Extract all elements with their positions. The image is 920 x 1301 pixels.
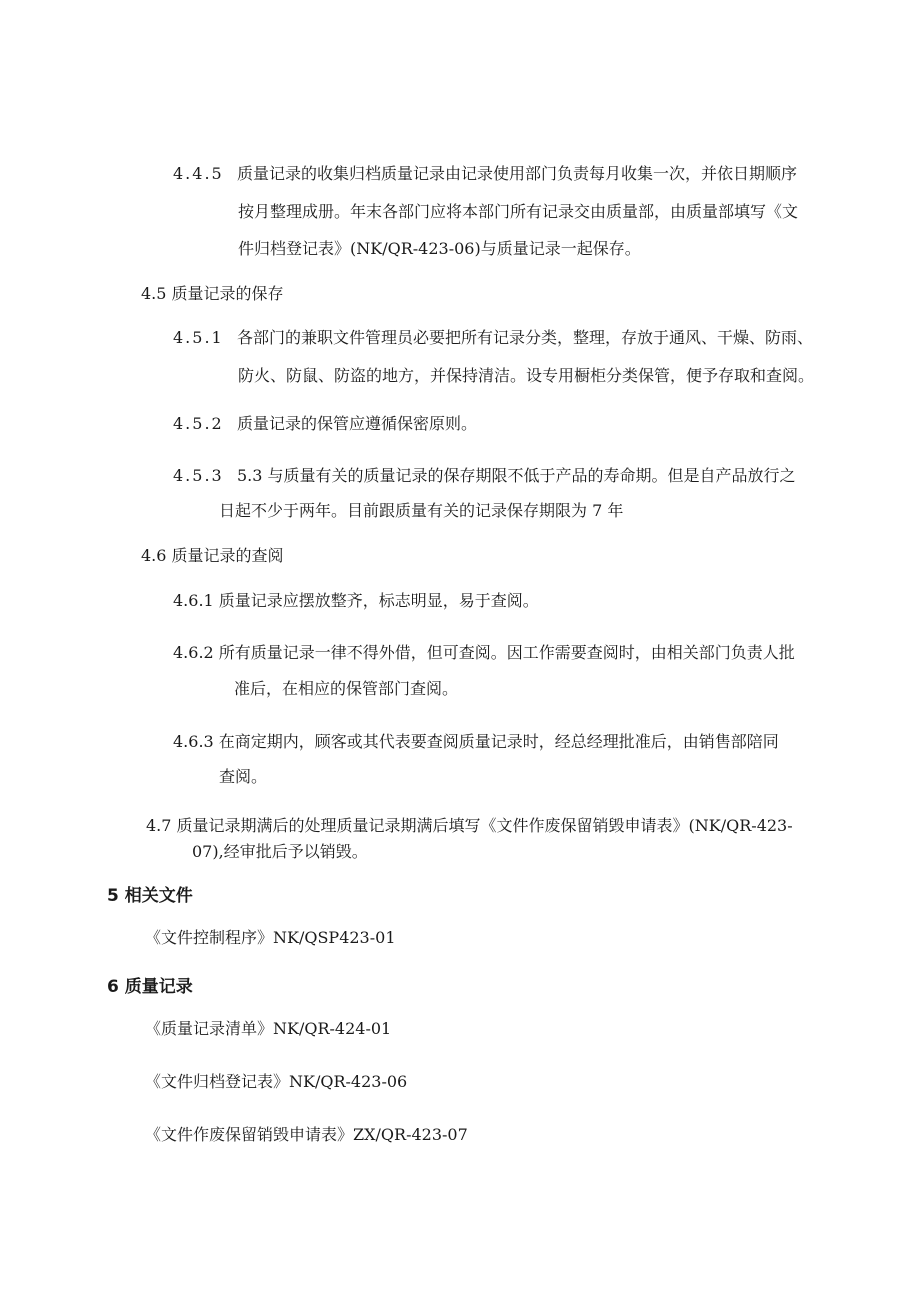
section-5-heading: 5 相关文件 [107,886,193,906]
clause-text: 各部门的兼职文件管理员必要把所有记录分类，整理，存放于通风、干燥、防雨、 [237,328,814,347]
clause-number: 4.5.3 [173,466,224,485]
quality-record-item: 《文件作废保留销毁申请表》ZX/QR-423-07 [145,1125,468,1144]
clause-text: 质量记录的保管应遵循保密原则。 [237,414,478,433]
section-4-5-title: 4.5 质量记录的保存 [141,284,284,303]
clause-number: 4.5.2 [173,414,224,433]
clause-text: 5.3 与质量有关的质量记录的保存期限不低于产品的寿命期。但是自产品放行之 [237,466,796,485]
clause-4-5-3-line-1 [173,465,796,487]
clause-4-4-5-line-2: 按月整理成册。年末各部门应将本部门所有记录交由质量部，由质量部填写《文 [238,202,799,221]
related-document-item: 《文件控制程序》NK/QSP423-01 [145,928,396,947]
clause-4-5-1-line-2: 防火、防鼠、防盗的地方，并保持清洁。设专用橱柜分类保管，便予存取和查阅。 [238,366,815,385]
clause-4-5-3-line-2: 日起不少于两年。目前跟质量有关的记录保存期限为 7 年 [219,501,624,520]
clause-number: 4.4.5 [173,164,224,183]
clause-4-5-1-line-1 [173,327,813,349]
quality-record-item: 《质量记录清单》NK/QR-424-01 [145,1019,392,1038]
section-4-7-line-1: 4.7 质量记录期满后的处理质量记录期满后填写《文件作废保留销毁申请表》(NK/QR-423- [146,816,793,835]
clause-4-6-2-line-2: 准后，在相应的保管部门查阅。 [234,679,459,698]
clause-number: 4.5.1 [173,328,224,347]
clause-text: 质量记录的收集归档质量记录由记录使用部门负责每月收集一次，并依日期顺序 [237,164,798,183]
clause-4-6-3-line-2: 查阅。 [219,767,268,786]
clause-4-5-2-line-1 [173,413,477,435]
clause-4-6-3-line-1: 4.6.3 在商定期内，顾客或其代表要查阅质量记录时，经总经理批准后，由销售部陪同 [173,732,779,751]
section-4-7-line-2: 07),经审批后予以销毁。 [192,842,368,861]
section-4-6-title: 4.6 质量记录的查阅 [141,546,284,565]
section-6-heading: 6 质量记录 [107,977,193,997]
clause-4-4-5-line-3: 件归档登记表》(NK/QR-423-06)与质量记录一起保存。 [238,239,641,258]
clause-4-4-5-line-1 [173,163,797,185]
quality-record-item: 《文件归档登记表》NK/QR-423-06 [145,1072,408,1091]
clause-4-6-2-line-1: 4.6.2 所有质量记录一律不得外借，但可查阅。因工作需要查阅时，由相关部门负责人批 [173,643,795,662]
clause-4-6-1-line-1: 4.6.1 质量记录应摆放整齐，标志明显，易于查阅。 [173,591,539,610]
